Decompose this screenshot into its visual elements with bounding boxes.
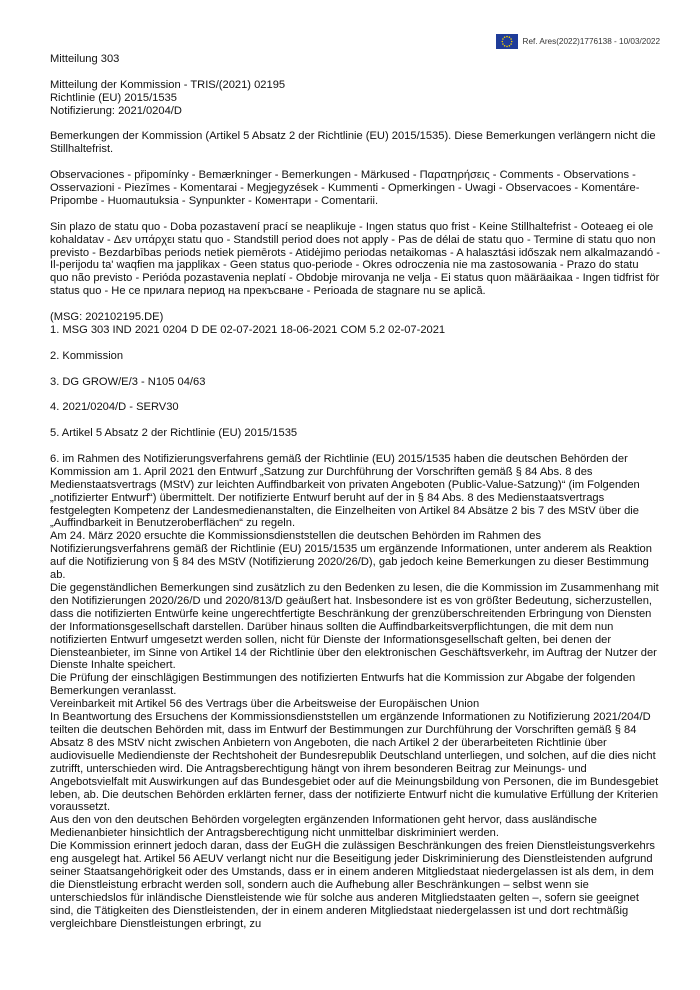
item-6-paragraph-1: 6. im Rahmen des Notifizierungsverfahrens gemäß der Richtlinie (EU) 2015/1535 haben die deutschen Behörden der Kommission am 1. April 2021 den Entwurf „Satzung zur Durchführung der Vorschriften gemäß § 84 Abs. 8 des Medienstaatsvertrags (MStV) zur leichten Auffindbarkeit von privaten Angeboten (Public-Value-Satzung)“ (im Folgenden „notifizierter Entwurf“) übermittelt. Der notifizierte Entwurf beruht auf der in § 84 Abs. 8 des Medienstaatsvertrags festgelegten Kompetenz der Landesmedienanstalten, die Einzelheiten von Artikel 84 Absätze 2 bis 7 des MStV über die „Auffindbarkeit in Benutzeroberflächen“ zu regeln. <box>50 452 640 530</box>
item-4: 4. 2021/0204/D - SERV30 <box>50 401 179 414</box>
document-body <box>50 53 660 930</box>
standstill-multilang: Sin plazo de statu quo - Doba pozastavení prací se neaplikuje - Ingen status quo frist - Keine Stillhaltefrist - Ooteaeg ei ole kohaldatav - Δεν υπάρχει statu quo - Standstill period does not apply - Pas de délai de statu quo - Termine di statu quo non previsto - Bezdarbības periods netiek piemērots - Atidėjimo periodas netaikomas - A halasztási időszak nem alkalmazandó - Il-perijodu ta' waqfien ma japplikax - Geen status quo-periode - Okres odroczenia nie ma zastosowania - Prazo do statu quo não previsto - Perióda pozastavenia neplatí - Obdobje mirovanja ne velja - Ei status quon määräaikaa - Ingen tidfrist för status quo - Не се прилага период на прекъсване - Perioada de stagnare nu se aplică. <box>50 220 660 298</box>
ares-reference-text: Ref. Ares(2022)1776138 - 10/03/2022 <box>522 37 660 46</box>
item-6-paragraph-7: Aus den von den deutschen Behörden vorgelegten ergänzenden Informationen geht hervor, dass ausländische Medienanbieter hinsichtlich der Antragsberechtigung nicht unmittelbar diskriminiert werden. <box>50 814 597 840</box>
item-5: 5. Artikel 5 Absatz 2 der Richtlinie (EU) 2015/1535 <box>50 427 298 440</box>
heading-line-1: Mitteilung der Kommission - TRIS/(2021) 02195 <box>50 78 286 91</box>
item-3: 3. DG GROW/E/3 - N105 04/63 <box>50 375 206 388</box>
item-2: 2. Kommission <box>50 349 124 362</box>
heading-line-3: Notifizierung: 2021/0204/D <box>50 104 182 117</box>
item-6-paragraph-4: Die Prüfung der einschlägigen Bestimmungen des notifizierten Entwurfs hat die Kommission zur Abgabe der folgenden Bemerkungen veranlasst. <box>50 672 636 698</box>
item-1: 1. MSG 303 IND 2021 0204 D DE 02-07-2021 18-06-2021 COM 5.2 02-07-2021 <box>50 323 446 336</box>
heading-line-2: Richtlinie (EU) 2015/1535 <box>50 91 177 104</box>
item-6-paragraph-8: Die Kommission erinnert jedoch daran, dass der EuGH die zulässigen Beschränkungen des freien Dienstleistungsverkehrs eng ausgelegt hat. Artikel 56 AEUV verlangt nicht nur die Beseitigung jeder Diskriminierung des Dienstleistenden aufgrund seiner Staatsangehörigkeit oder des Umstands, dass er in einem anderen Mitgliedstaat niedergelassen ist als dem, in dem die Dienstleistung erbracht werden soll, sondern auch die Aufhebung aller Beschränkungen – selbst wenn sie unterschiedslos für inländische Dienstleistende wie für solche aus anderen Mitgliedstaaten gelten –, sofern sie geeignet sind, die Tätigkeiten des Dienstleistenden, der in einem anderen Mitgliedstaat niedergelassen ist und dort rechtmäßig vergleichbare Dienstleistungen erbringt, zu <box>50 840 656 930</box>
eu-flag-icon <box>496 34 518 49</box>
item-6-paragraph-6: In Beantwortung des Ersuchens der Kommissionsdienststellen um ergänzende Informationen zu Notifizierung 2021/204/D teilten die deutschen Behörden mit, dass im Entwurf der Bestimmungen zur Durchführung der Vorschriften gemäß § 84 Absatz 8 des MStV nicht zwischen Anbietern von Angeboten, die nach Artikel 2 der überarbeiteten Richtlinie über audiovisuelle Mediendienste der Rechtshoheit der Bundesrepublik Deutschland unterliegen, und solchen, auf die dies nicht zutrifft, unterschieden wird. Die Antragsberechtigung hängt von ihrem besonderen Beitrag zur Meinungs- und Angebotsvielfalt mit Auswirkungen auf das Bundesgebiet oder auf die Meinungsbildung von Personen, die im Bundesgebiet leben, ab. Die deutschen Behörden erklärten ferner, dass der notifizierte Entwurf nicht die kumulative Erfüllung der Kriterien voraussetzt. <box>50 711 659 814</box>
msg-id: (MSG: 202102195.DE) <box>50 311 164 324</box>
item-6-paragraph-2: Am 24. März 2020 ersuchte die Kommissionsdienststellen die deutschen Behörden im Rahmen des Notifizierungsverfahrens gemäß der Richtlinie (EU) 2015/1535 um ergänzende Informationen, unter anderem als Reaktion auf die Notifizierung von § 84 des MStV (Notifizierung 2020/26/D), gab jedoch keine Bemerkungen zu dieser Bestimmung ab. <box>50 530 652 582</box>
observations-multilang: Observaciones - připomínky - Bemærkninger - Bemerkungen - Märkused - Παρατηρήσεις - Comments - Observations - Osservazioni - Piezīmes - Komentarai - Megjegyzések - Kummenti - Opmerkingen - Uwagi - Observacoes - Komentáre-Pripombe - Huomautuksia - Synpunkter - Коментари - Comentarii. <box>50 169 640 207</box>
intro-paragraph: Bemerkungen der Kommission (Artikel 5 Absatz 2 der Richtlinie (EU) 2015/1535). Diese Bemerkungen verlängern nicht die Stillhaltefrist. <box>50 130 656 156</box>
item-6-section-heading: Vereinbarkeit mit Artikel 56 des Vertrags über die Arbeitsweise der Europäischen Union <box>50 698 480 711</box>
document-title: Mitteilung 303 <box>50 53 120 65</box>
item-6-paragraph-3: Die gegenständlichen Bemerkungen sind zusätzlich zu den Bedenken zu lesen, die die Kommission im Zusammenhang mit den Notifizierungen 2020/26/D und 2020/813/D geäußert hat. Insbesondere ist es von größter Bedeutung, sicherzustellen, dass die notifizierten Entwürfe keine ungerechtfertigte Beschränkung der grenzüberschreitenden Erbringung von Diensten der Informationsgesellschaft darstellen. Darüber hinaus sollten die Auffindbarkeitsverpflichtungen, die mit dem nun notifizierten Entwurf umgesetzt werden sollen, nicht für Dienste der Informationsgesellschaft gelten, bei denen der Diensteanbieter, im Sinne von Artikel 14 der Richtlinie über den elektronischen Geschäftsverkehr, im Auftrag der Nutzer der Dienste Inhalte speichert. <box>50 582 659 672</box>
ares-reference <box>496 34 660 49</box>
